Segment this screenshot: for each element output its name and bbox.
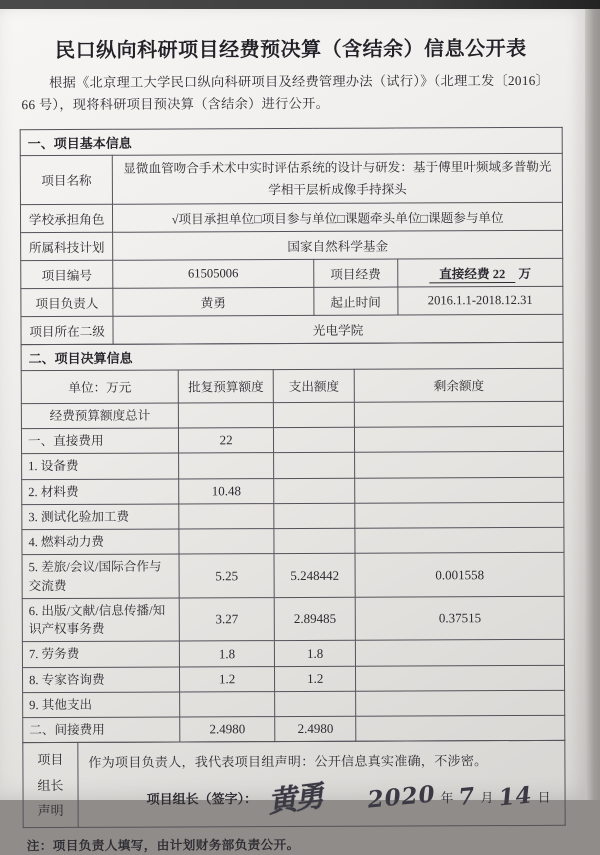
photo-edge-right [585, 0, 600, 800]
program-value: 国家自然科学基金 [113, 230, 563, 260]
table-row [22, 528, 564, 556]
budget-cell-approved [179, 453, 274, 479]
budget-cell-remaining [355, 502, 564, 528]
budget-cell-spent [273, 402, 354, 428]
table-row [22, 596, 564, 642]
budget-cell-remaining [356, 716, 565, 742]
budget-cell-remaining: 0.001558 [355, 553, 564, 597]
budget-row-label: 6. 出版/文献/信息传播/知识产权事务费 [22, 598, 179, 642]
project-leader-value: 黄勇 [113, 287, 314, 316]
budget-cell-remaining [355, 452, 564, 478]
budget-cell-spent: 2.4980 [275, 716, 356, 742]
budget-cell-remaining [355, 401, 564, 427]
budget-row-label: 9. 其他支出 [23, 692, 180, 718]
funding-underlined-text: 直接经费 22 [429, 267, 515, 283]
budget-cell-spent: 1.2 [275, 666, 356, 692]
table-row [21, 401, 563, 429]
page-title: 民口纵向科研项目经费预决算（含结余）信息公开表 [55, 37, 527, 63]
declaration-label [23, 743, 78, 828]
project-funding-value [397, 258, 562, 287]
project-leader-label: 项目负责人 [21, 288, 113, 316]
table-row [21, 286, 563, 316]
table-row [22, 502, 564, 530]
signature-handwriting: 黄勇 [265, 779, 324, 820]
sign-here-label: 项目组长（签字）： [146, 791, 258, 808]
budget-row-label: 2. 材料费 [22, 479, 179, 505]
project-name-value: 显微血管吻合手术术中实时评估系统的设计与研发：基于傅里叶频域多普勒光学相干层析成像手持探头 [112, 153, 562, 204]
table-row [20, 153, 562, 204]
year-handwriting: 2020 [366, 780, 437, 815]
signature-line [88, 777, 554, 819]
budget-cell-spent [274, 528, 355, 554]
budget-table [21, 342, 566, 744]
day-suffix: 日 [537, 790, 551, 806]
declaration-label-line: 声明 [37, 803, 64, 819]
budget-row-label: 3. 测试化验加工费 [22, 504, 179, 530]
intro-paragraph: 根据《北京理工大学民口纵向科研项目及经费管理办法（试行）》（北理工发〔2016〕66 号），现将科研项目预决算（含结余）进行公开。 [21, 72, 550, 113]
column-header-remaining: 剩余额度 [355, 368, 564, 402]
column-header-spent: 支出额度 [273, 369, 354, 402]
project-number-label: 项目编号 [21, 260, 113, 288]
column-header-approved: 批复预算额度 [178, 370, 273, 403]
budget-cell-approved: 1.2 [180, 666, 275, 692]
section-2-title: 二、项目决算信息 [21, 342, 563, 370]
table-row [21, 258, 563, 288]
school-role-value: √项目承担单位□项目参与单位□课题牵头单位□课题参与单位 [113, 202, 563, 232]
table-row [22, 452, 564, 480]
note-text: 注：项目负责人填写，由计划财务部负责公开。 [26, 838, 300, 854]
day-handwriting: 14 [497, 781, 534, 812]
section-1-title: 一、项目基本信息 [20, 127, 562, 155]
budget-cell-spent [273, 427, 354, 453]
declaration-table [22, 740, 565, 828]
budget-row-label: 4. 燃料动力费 [22, 529, 179, 555]
budget-cell-approved: 5.25 [179, 554, 274, 598]
budget-row-label: 一、直接费用 [21, 428, 178, 454]
table-row [22, 640, 564, 668]
funding-unit-text: 万 [515, 266, 532, 281]
budget-cell-approved: 3.27 [179, 598, 274, 642]
table-row [21, 342, 563, 370]
budget-cell-approved: 10.48 [179, 478, 274, 504]
department-label: 项目所在二级 [21, 316, 113, 344]
budget-cell-approved: 2.4980 [180, 717, 275, 743]
project-number-value: 61505006 [113, 259, 314, 288]
budget-cell-remaining [355, 528, 564, 554]
declaration-statement: 作为项目负责人，我代表项目组声明：公开信息真实准确，不涉密。 [88, 753, 488, 770]
budget-cell-approved: 1.8 [180, 641, 275, 667]
budget-cell-approved [179, 504, 274, 530]
budget-row-label: 8. 专家咨询费 [22, 667, 179, 693]
table-row [21, 368, 563, 403]
column-header-unit: 单位：万元 [21, 370, 178, 404]
program-label: 所属科技计划 [21, 232, 113, 260]
budget-row-label: 1. 设备费 [22, 453, 179, 479]
table-row [20, 127, 562, 155]
table-row [23, 716, 565, 744]
budget-row-label: 5. 差旅/会议/国际合作与交流费 [22, 554, 179, 598]
table-row [22, 553, 564, 599]
budget-cell-remaining [356, 665, 565, 691]
declaration-body [78, 741, 565, 828]
budget-cell-spent [275, 691, 356, 717]
budget-cell-approved [180, 692, 275, 718]
photo-edge-top [0, 0, 600, 9]
budget-row-label: 经费预算额度总计 [21, 403, 178, 429]
budget-cell-approved [179, 403, 274, 429]
signature-date [364, 780, 554, 815]
table-row [21, 427, 563, 455]
budget-cell-spent: 1.8 [274, 641, 355, 667]
budget-cell-remaining [355, 427, 564, 453]
school-role-label: 学校承担角色 [20, 204, 112, 232]
table-row [23, 690, 565, 718]
table-row [23, 741, 565, 828]
budget-cell-approved: 22 [179, 428, 274, 454]
month-suffix: 月 [480, 790, 494, 806]
duration-label: 起止时间 [314, 287, 398, 315]
declaration-label-line: 项目 [37, 752, 64, 768]
basic-info-table [20, 127, 564, 345]
year-suffix: 年 [440, 790, 454, 806]
document-content [19, 22, 566, 855]
table-row [21, 314, 563, 344]
declaration-label-line: 组长 [37, 777, 64, 793]
budget-cell-spent [274, 503, 355, 529]
month-handwriting: 7 [457, 782, 477, 812]
budget-cell-remaining [356, 640, 565, 666]
table-row [21, 230, 563, 260]
table-row [22, 665, 564, 693]
budget-row-label: 7. 劳务费 [22, 641, 179, 667]
budget-cell-approved [179, 529, 274, 555]
budget-cell-spent: 2.89485 [274, 597, 355, 641]
budget-cell-spent [274, 478, 355, 504]
table-row [20, 202, 562, 232]
budget-row-label: 二、间接费用 [23, 717, 180, 743]
project-funding-label: 项目经费 [313, 259, 397, 287]
budget-cell-remaining [355, 477, 564, 503]
budget-cell-remaining [356, 690, 565, 716]
table-row [22, 477, 564, 505]
duration-value: 2016.1.1-2018.12.31 [398, 286, 563, 315]
project-name-label: 项目名称 [20, 155, 112, 204]
budget-cell-spent [274, 453, 355, 479]
paper-sheet [0, 9, 585, 854]
department-value: 光电学院 [113, 314, 563, 344]
budget-cell-remaining: 0.37515 [356, 596, 565, 640]
budget-cell-spent: 5.248442 [274, 554, 355, 598]
